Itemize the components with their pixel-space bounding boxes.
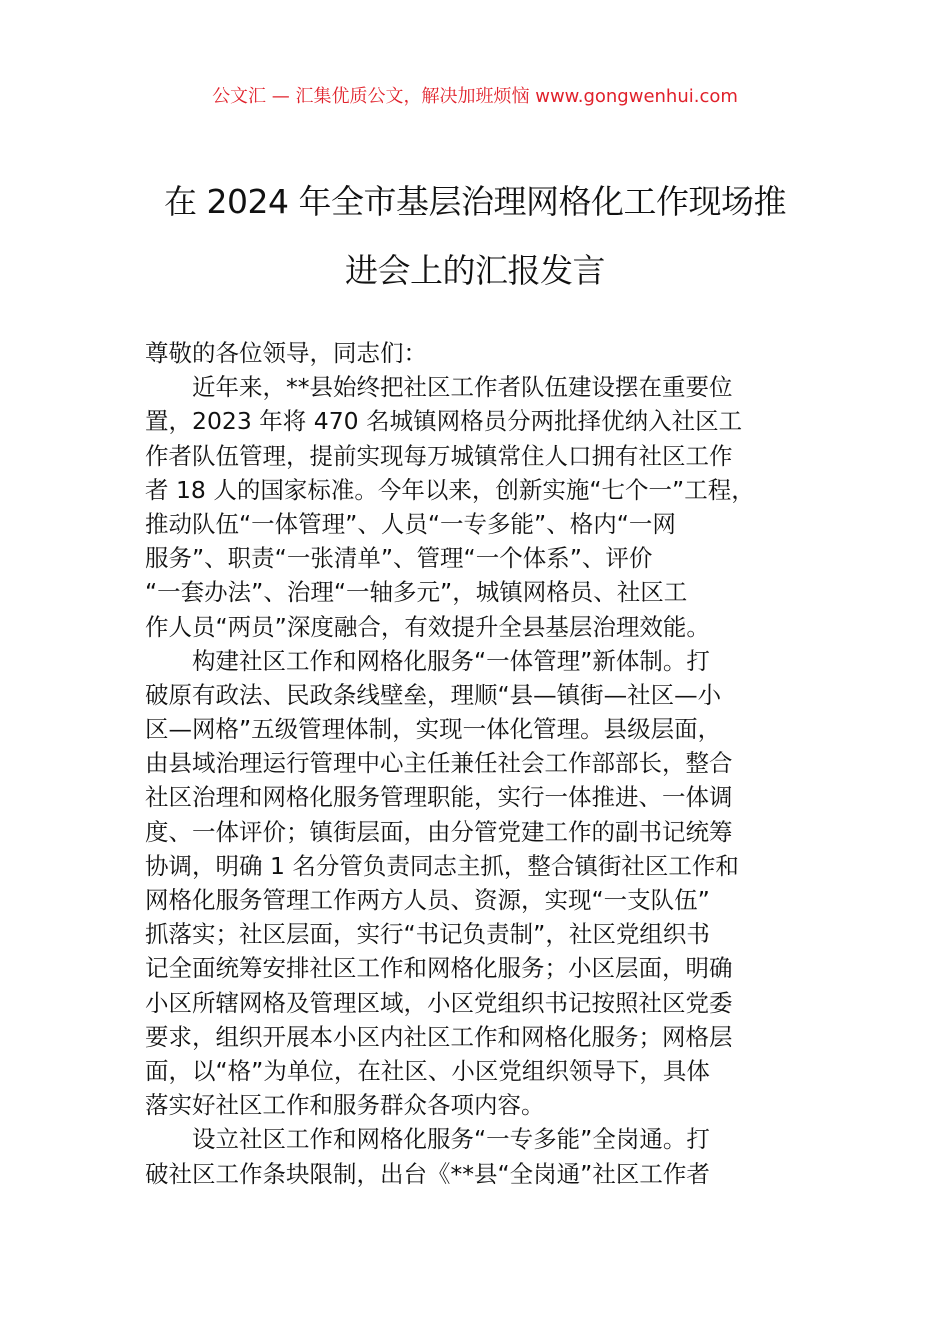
salutation: 尊敬的各位领导，同志们： xyxy=(145,339,427,367)
paragraph-3-line: 破社区工作条块限制，出台《**县“全岗通”社区工作者 xyxy=(145,1159,710,1188)
paragraph-2-line: 抓落实；社区层面，实行“书记负责制”，社区党组织书 xyxy=(145,920,710,949)
paragraph-1-line: 作者队伍管理，提前实现每万城镇常住人口拥有社区工作 xyxy=(145,441,733,470)
paragraph-2-line: 要求，组织开展本小区内社区工作和网格化服务；网格层 xyxy=(145,1022,733,1051)
document-title-line-2: 进会上的汇报发言 xyxy=(345,251,605,290)
paragraph-1-line: 作人员“两员”深度融合，有效提升全县基层治理效能。 xyxy=(145,612,710,641)
paragraph-2-line: 由县域治理运行管理中心主任兼任社会工作部部长，整合 xyxy=(145,749,733,778)
paragraph-1-line: 者 18 人的国家标准。今年以来，创新实施“七个一”工程， xyxy=(145,475,755,504)
paragraph-2-line: 小区所辖网格及管理区域，小区党组织书记按照社区党委 xyxy=(145,988,733,1017)
paragraph-1-line: 置，2023 年将 470 名城镇网格员分两批择优纳入社区工 xyxy=(145,407,743,436)
paragraph-1-line: 近年来，**县始终把社区工作者队伍建设摆在重要位 xyxy=(192,373,733,402)
document-body xyxy=(145,336,825,1191)
paragraph-2-line: 网格化服务管理工作两方人员、资源，实现“一支队伍” xyxy=(145,886,710,914)
document-title-line-1: 在 2024 年全市基层治理网格化工作现场推 xyxy=(164,182,786,221)
paragraph-2-line: 记全面统筹安排社区工作和网格化服务；小区层面，明确 xyxy=(145,954,733,983)
paragraph-2-line: 面，以“格”为单位，在社区、小区党组织领导下，具体 xyxy=(145,1056,710,1085)
paragraph-1-line: “一套办法”、治理“一轴多元”，城镇网格员、社区工 xyxy=(145,578,688,607)
paragraph-2-line: 区—网格”五级管理体制，实现一体化管理。县级层面， xyxy=(145,715,722,744)
paragraph-2-line: 构建社区工作和网格化服务“一体管理”新体制。打 xyxy=(192,646,710,675)
paragraph-3-line: 设立社区工作和网格化服务“一专多能”全岗通。打 xyxy=(192,1125,710,1154)
paragraph-2-line: 度、一体评价；镇街层面，由分管党建工作的副书记统筹 xyxy=(145,817,733,846)
paragraph-2-line: 破原有政法、民政条线壁垒，理顺“县—镇街—社区—小 xyxy=(145,680,722,709)
watermark-header: 公文汇 — 汇集优质公文，解决加班烦恼 www.gongwenhui.com xyxy=(212,86,738,107)
paragraph-1-line: 服务”、职责“一张清单”、管理“一个体系”、评价 xyxy=(145,544,653,573)
paragraph-2-line: 落实好社区工作和服务群众各项内容。 xyxy=(145,1091,545,1120)
paragraph-2-line: 协调，明确 1 名分管负责同志主抓，整合镇街社区工作和 xyxy=(145,851,739,880)
paragraph-1-line: 推动队伍“一体管理”、人员“一专多能”、格内“一网 xyxy=(145,509,676,538)
paragraph-2-line: 社区治理和网格化服务管理职能，实行一体推进、一体调 xyxy=(145,783,733,812)
